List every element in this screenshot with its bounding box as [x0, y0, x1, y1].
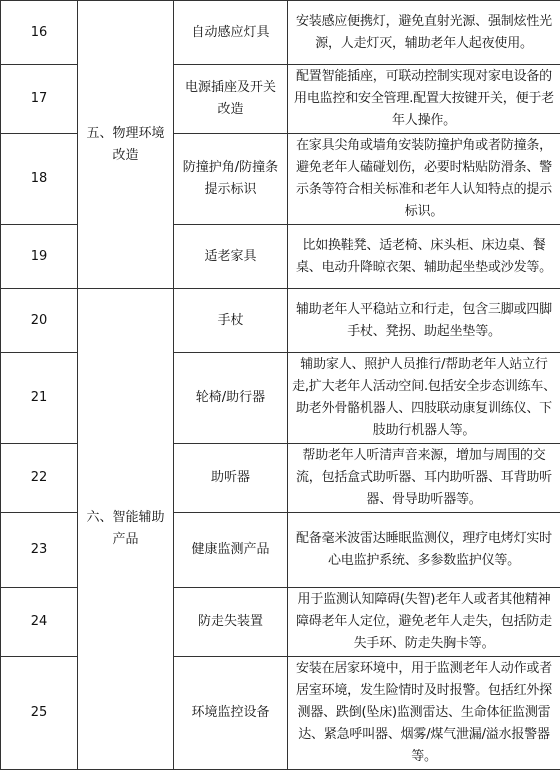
item-description: 辅助家人、照护人员推行/帮助老年人站立行走,扩大老年人活动空间.包括安全步态训练车、助老外骨骼机器人、四肢联动康复训练仪、下肢助行机器人等。 [288, 353, 560, 444]
row-number: 18 [1, 134, 78, 225]
item-name: 助听器 [174, 444, 288, 513]
row-number: 24 [1, 588, 78, 657]
category-cell: 五、物理环境改造 [78, 1, 174, 289]
item-description: 配备毫米波雷达睡眠监测仪，理疗电烤灯实时心电监护系统、多参数监护仪等。 [288, 513, 560, 588]
item-name: 自动感应灯具 [174, 1, 288, 65]
table-row [1, 289, 560, 353]
table-row [1, 1, 560, 65]
item-name: 手杖 [174, 289, 288, 353]
row-number: 23 [1, 513, 78, 588]
item-name: 防走失装置 [174, 588, 288, 657]
row-number: 21 [1, 353, 78, 444]
item-description: 辅助老年人平稳站立和行走，包含三脚或四脚手杖、凳拐、助起坐垫等。 [288, 289, 560, 353]
item-description: 配置智能插座，可联动控制实现对家电设备的用电监控和安全管理.配置大按键开关，便于老年人操作。 [288, 65, 560, 134]
row-number: 25 [1, 657, 78, 770]
item-name: 适老家具 [174, 225, 288, 289]
item-name: 轮椅/助行器 [174, 353, 288, 444]
row-number: 17 [1, 65, 78, 134]
item-description: 比如换鞋凳、适老椅、床头柜、床边桌、餐桌、电动升降晾衣架、辅助起坐垫或沙发等。 [288, 225, 560, 289]
item-name: 电源插座及开关改造 [174, 65, 288, 134]
category-cell: 六、智能辅助产品 [78, 289, 174, 770]
item-description: 安装在居家环境中，用于监测老年人动作或者居室环境，发生险情时及时报警。包括红外探测器、跌倒(坠床)监测雷达、生命体征监测雷达、紧急呼叫器、烟雾/煤气泄漏/溢水报警器等。 [288, 657, 560, 770]
item-description: 用于监测认知障碍(失智)老年人或者其他精神障碍老年人定位，避免老年人走失，包括防走失手环、防走失胸卡等。 [288, 588, 560, 657]
item-name: 防撞护角/防撞条提示标识 [174, 134, 288, 225]
item-name: 环境监控设备 [174, 657, 288, 770]
row-number: 19 [1, 225, 78, 289]
item-description: 帮助老年人听清声音来源，增加与周围的交流，包括盒式助听器、耳内助听器、耳背助听器、骨导助听器等。 [288, 444, 560, 513]
row-number: 16 [1, 1, 78, 65]
item-name: 健康监测产品 [174, 513, 288, 588]
item-description: 在家具尖角或墙角安装防撞护角或者防撞条，避免老年人磕碰划伤，必要时粘贴防滑条、警示条等符合相关标准和老年人认知特点的提示标识。 [288, 134, 560, 225]
item-description: 安装感应便携灯，避免直射光源、强制炫性光源，人走灯灭，辅助老年人起夜使用。 [288, 1, 560, 65]
row-number: 22 [1, 444, 78, 513]
row-number: 20 [1, 289, 78, 353]
